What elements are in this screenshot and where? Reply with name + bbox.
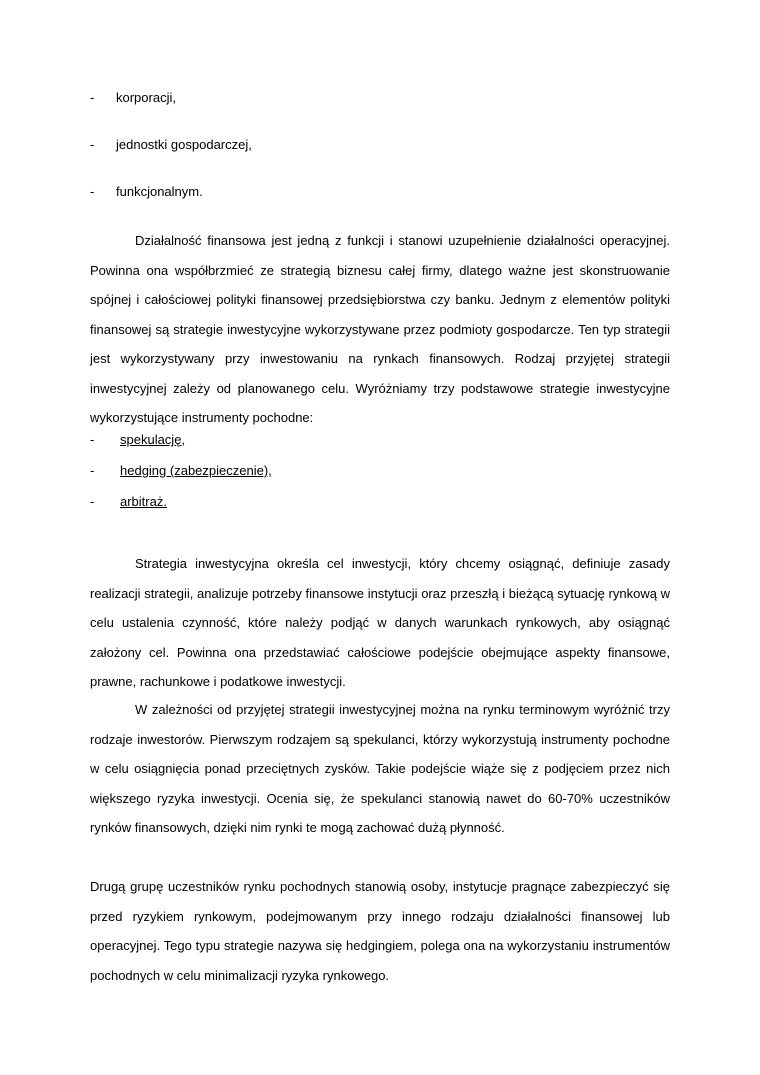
list-dash: - — [90, 494, 95, 509]
list-item-text: jednostki gospodarczej, — [116, 137, 252, 152]
list-item — [90, 432, 690, 463]
list-item — [90, 463, 690, 494]
list-item-text: arbitraż. — [120, 494, 167, 509]
list-dash: - — [90, 432, 95, 447]
list-dash: - — [90, 184, 95, 199]
paragraph-investor-types: W zależności od przyjętej strategii inwestycyjnej można na rynku terminowym wyróżnić trzy rodzaje inwestorów. Pierwszym rodzajem są spekulanci, którzy wykorzystują instrumenty pochodne w celu osiągnięcia ponad przeciętnych zysków. Takie podejście wiąże się z podjęciem przez nich większego ryzyka inwestycji. Ocenia się, że spekulanci stanowią nawet do 60-70% uczestników rynków finansowych, dzięki nim rynki te mogą zachować dużą płynność. — [90, 702, 670, 835]
list-dash: - — [90, 137, 95, 152]
paragraph-hedging: Drugą grupę uczestników rynku pochodnych stanowią osoby, instytucje pragnące zabezpieczyć się przed ryzykiem rynkowym, podejmowanym przy innego rodzaju działalności finansowej lub operacyjnej. Tego typu strategie nazywa się hedgingiem, polega ona na wykorzystaniu instrumentów pochodnych w celu minimalizacji ryzyka rynkowego. — [90, 879, 670, 983]
list-item — [90, 494, 690, 525]
list-dash: - — [90, 90, 95, 105]
list-item-text: funkcjonalnym. — [116, 184, 203, 199]
list-item — [90, 90, 690, 137]
paragraph-financial-activity: Działalność finansowa jest jedną z funkcji i stanowi uzupełnienie działalności operacyjnej. Powinna ona współbrzmieć ze strategią biznesu całej firmy, dlatego ważne jest skonstruowanie spójnej i całościowej polityki finansowej przedsiębiorstwa czy banku. Jednym z elementów polityki finansowej są strategie inwestycyjne wykorzystywane przez podmioty gospodarcze. Ten typ strategii jest wykorzystywany przy inwestowaniu na rynkach finansowych. Rodzaj przyjętej strategii inwestycyjnej zależy od planowanego celu. Wyróżniamy trzy podstawowe strategie inwestycyjne wykorzystujące instrumenty pochodne: — [90, 233, 670, 425]
top-bullet-list — [90, 90, 690, 231]
list-item-text: spekulację, — [120, 432, 186, 447]
paragraph-investment-strategy: Strategia inwestycyjna określa cel inwestycji, który chcemy osiągnąć, definiuje zasady realizacji strategii, analizuje potrzeby finansowe instytucji oraz przeszłą i bieżącą sytuację rynkową w celu ustalenia czynność, które należy podjąć w danych warunkach rynkowych, aby osiągnąć założony cel. Powinna ona przedstawiać całościowe podejście obejmujące aspekty finansowe, prawne, rachunkowe i podatkowe inwestycji. — [90, 556, 670, 689]
list-dash: - — [90, 463, 95, 478]
list-item-text: korporacji, — [116, 90, 176, 105]
strategies-list — [90, 432, 690, 525]
list-item — [90, 137, 690, 184]
list-item-text: hedging (zabezpieczenie), — [120, 463, 272, 478]
list-item — [90, 184, 690, 231]
